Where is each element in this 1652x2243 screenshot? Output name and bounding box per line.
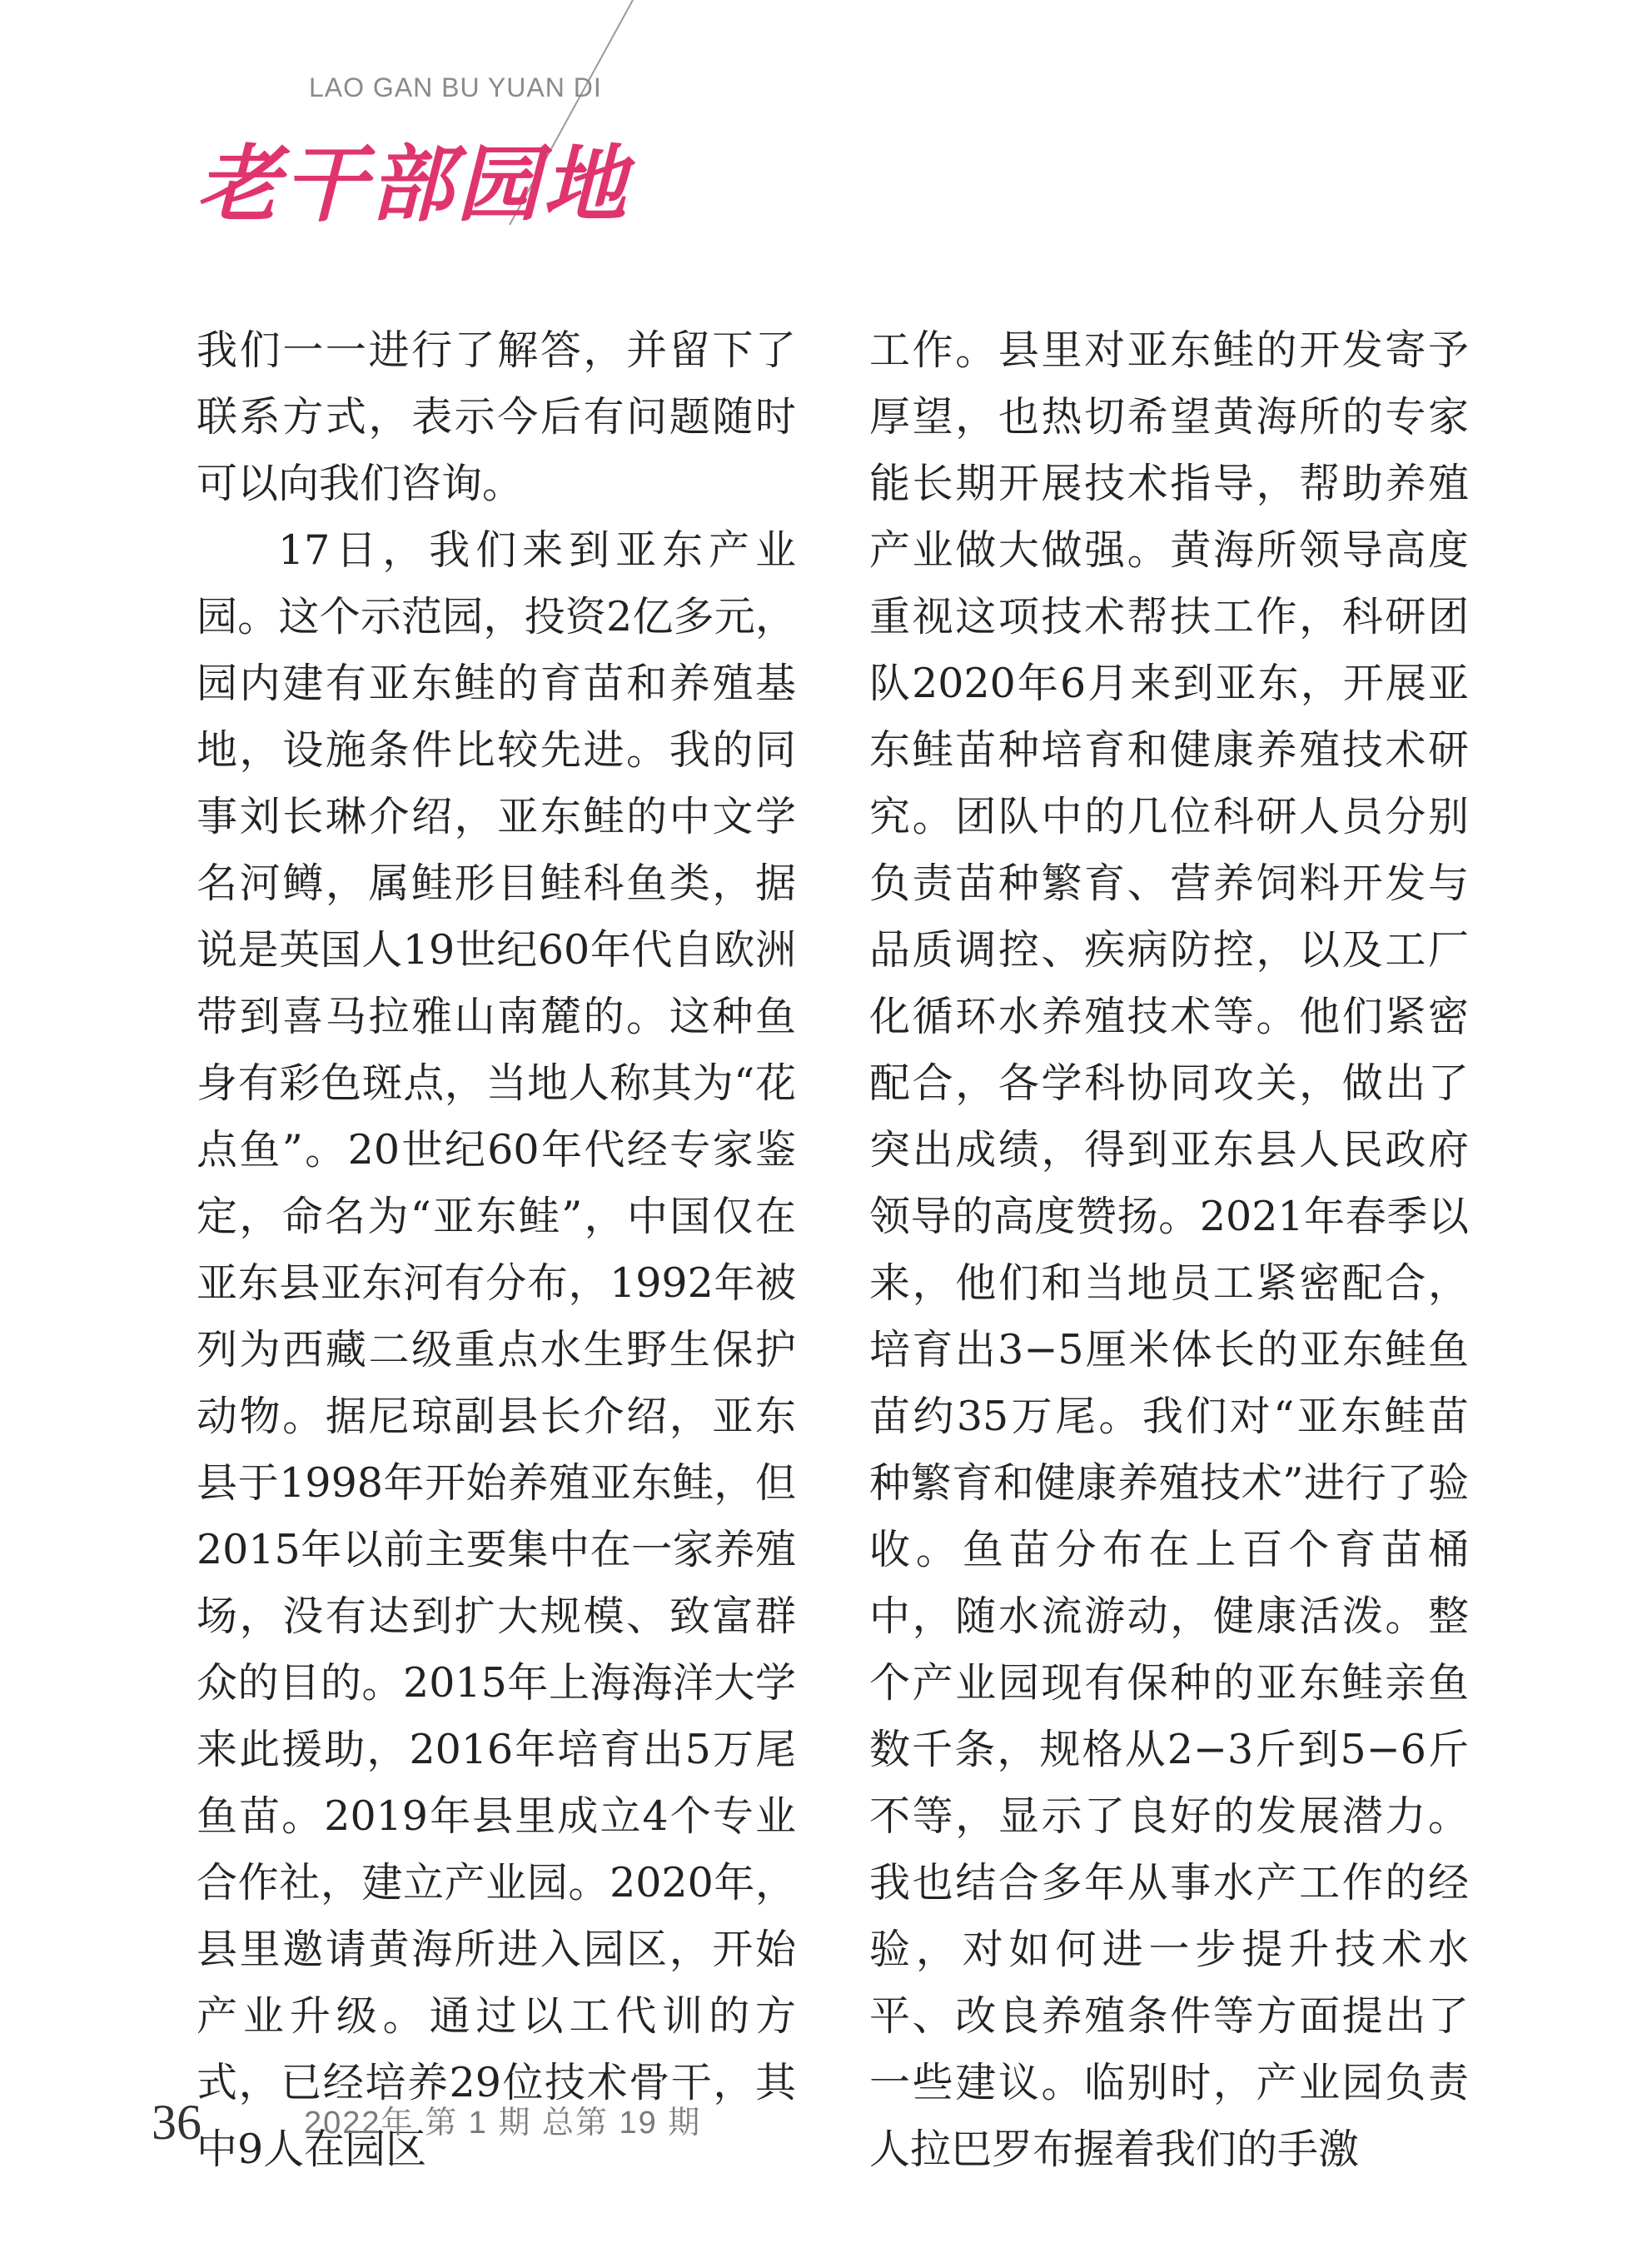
paragraph: 我们一一进行了解答，并留下了联系方式，表示今后有问题随时可以向我们咨询。	[197, 326, 796, 507]
article-column-left	[197, 317, 796, 2183]
paragraph: 17日，我们来到亚东产业园。这个示范园，投资2亿多元，园内建有亚东鲑的育苗和养殖基地，设施条件比较先进。我的同事刘长琳介绍，亚东鲑的中文学名河鳟，属鲑形目鲑科鱼类，据说是英国人19世纪60年代自欧洲带到喜马拉雅山南麓的。这种鱼身有彩色斑点，当地人称其为“花点鱼”。20世纪60年代经专家鉴定，命名为“亚东鲑”，中国仅在亚东县亚东河有分布，1992年被列为西藏二级重点水生野生保护动物。据尼琼副县长介绍，亚东县于1998年开始养殖亚东鲑，但2015年以前主要集中在一家养殖场，没有达到扩大规模、致富群众的目的。2015年上海海洋大学来此援助，2016年培育出5万尾鱼苗。2019年县里成立4个专业合作社，建立产业园。2020年，县里邀请黄海所进入园区，开始产业升级。通过以工代训的方式，已经培养29位技术骨干，其中9人在园区	[197, 526, 796, 2173]
brand-subtitle: LAO GAN BU YUAN DI	[309, 72, 602, 102]
page-number: 36	[152, 2095, 202, 2150]
issue-info: 2022年 第 1 期 总第 19 期	[304, 2106, 702, 2141]
article-column-right	[869, 317, 1469, 2183]
paragraph: 工作。县里对亚东鲑的开发寄予厚望，也热切希望黄海所的专家能长期开展技术指导，帮助养殖产业做大做强。黄海所领导高度重视这项技术帮扶工作，科研团队2020年6月来到亚东，开展亚东鲑苗种培育和健康养殖技术研究。团队中的几位科研人员分别负责苗种繁育、营养饲料开发与品质调控、疾病防控，以及工厂化循环水养殖技术等。他们紧密配合，各学科协同攻关，做出了突出成绩，得到亚东县人民政府领导的高度赞扬。2021年春季以来，他们和当地员工紧密配合，培育出3−5厘米体长的亚东鲑鱼苗约35万尾。我们对“亚东鲑苗种繁育和健康养殖技术”进行了验收。鱼苗分布在上百个育苗桶中，随水流游动，健康活泼。整个产业园现有保种的亚东鲑亲鱼数千条，规格从2−3斤到5−6斤不等，显示了良好的发展潜力。我也结合多年从事水产工作的经验，对如何进一步提升技术水平、改良养殖条件等方面提出了一些建议。临别时，产业园负责人拉巴罗布握着我们的手激	[869, 326, 1469, 2173]
brand-title: 老干部园地	[197, 136, 629, 233]
